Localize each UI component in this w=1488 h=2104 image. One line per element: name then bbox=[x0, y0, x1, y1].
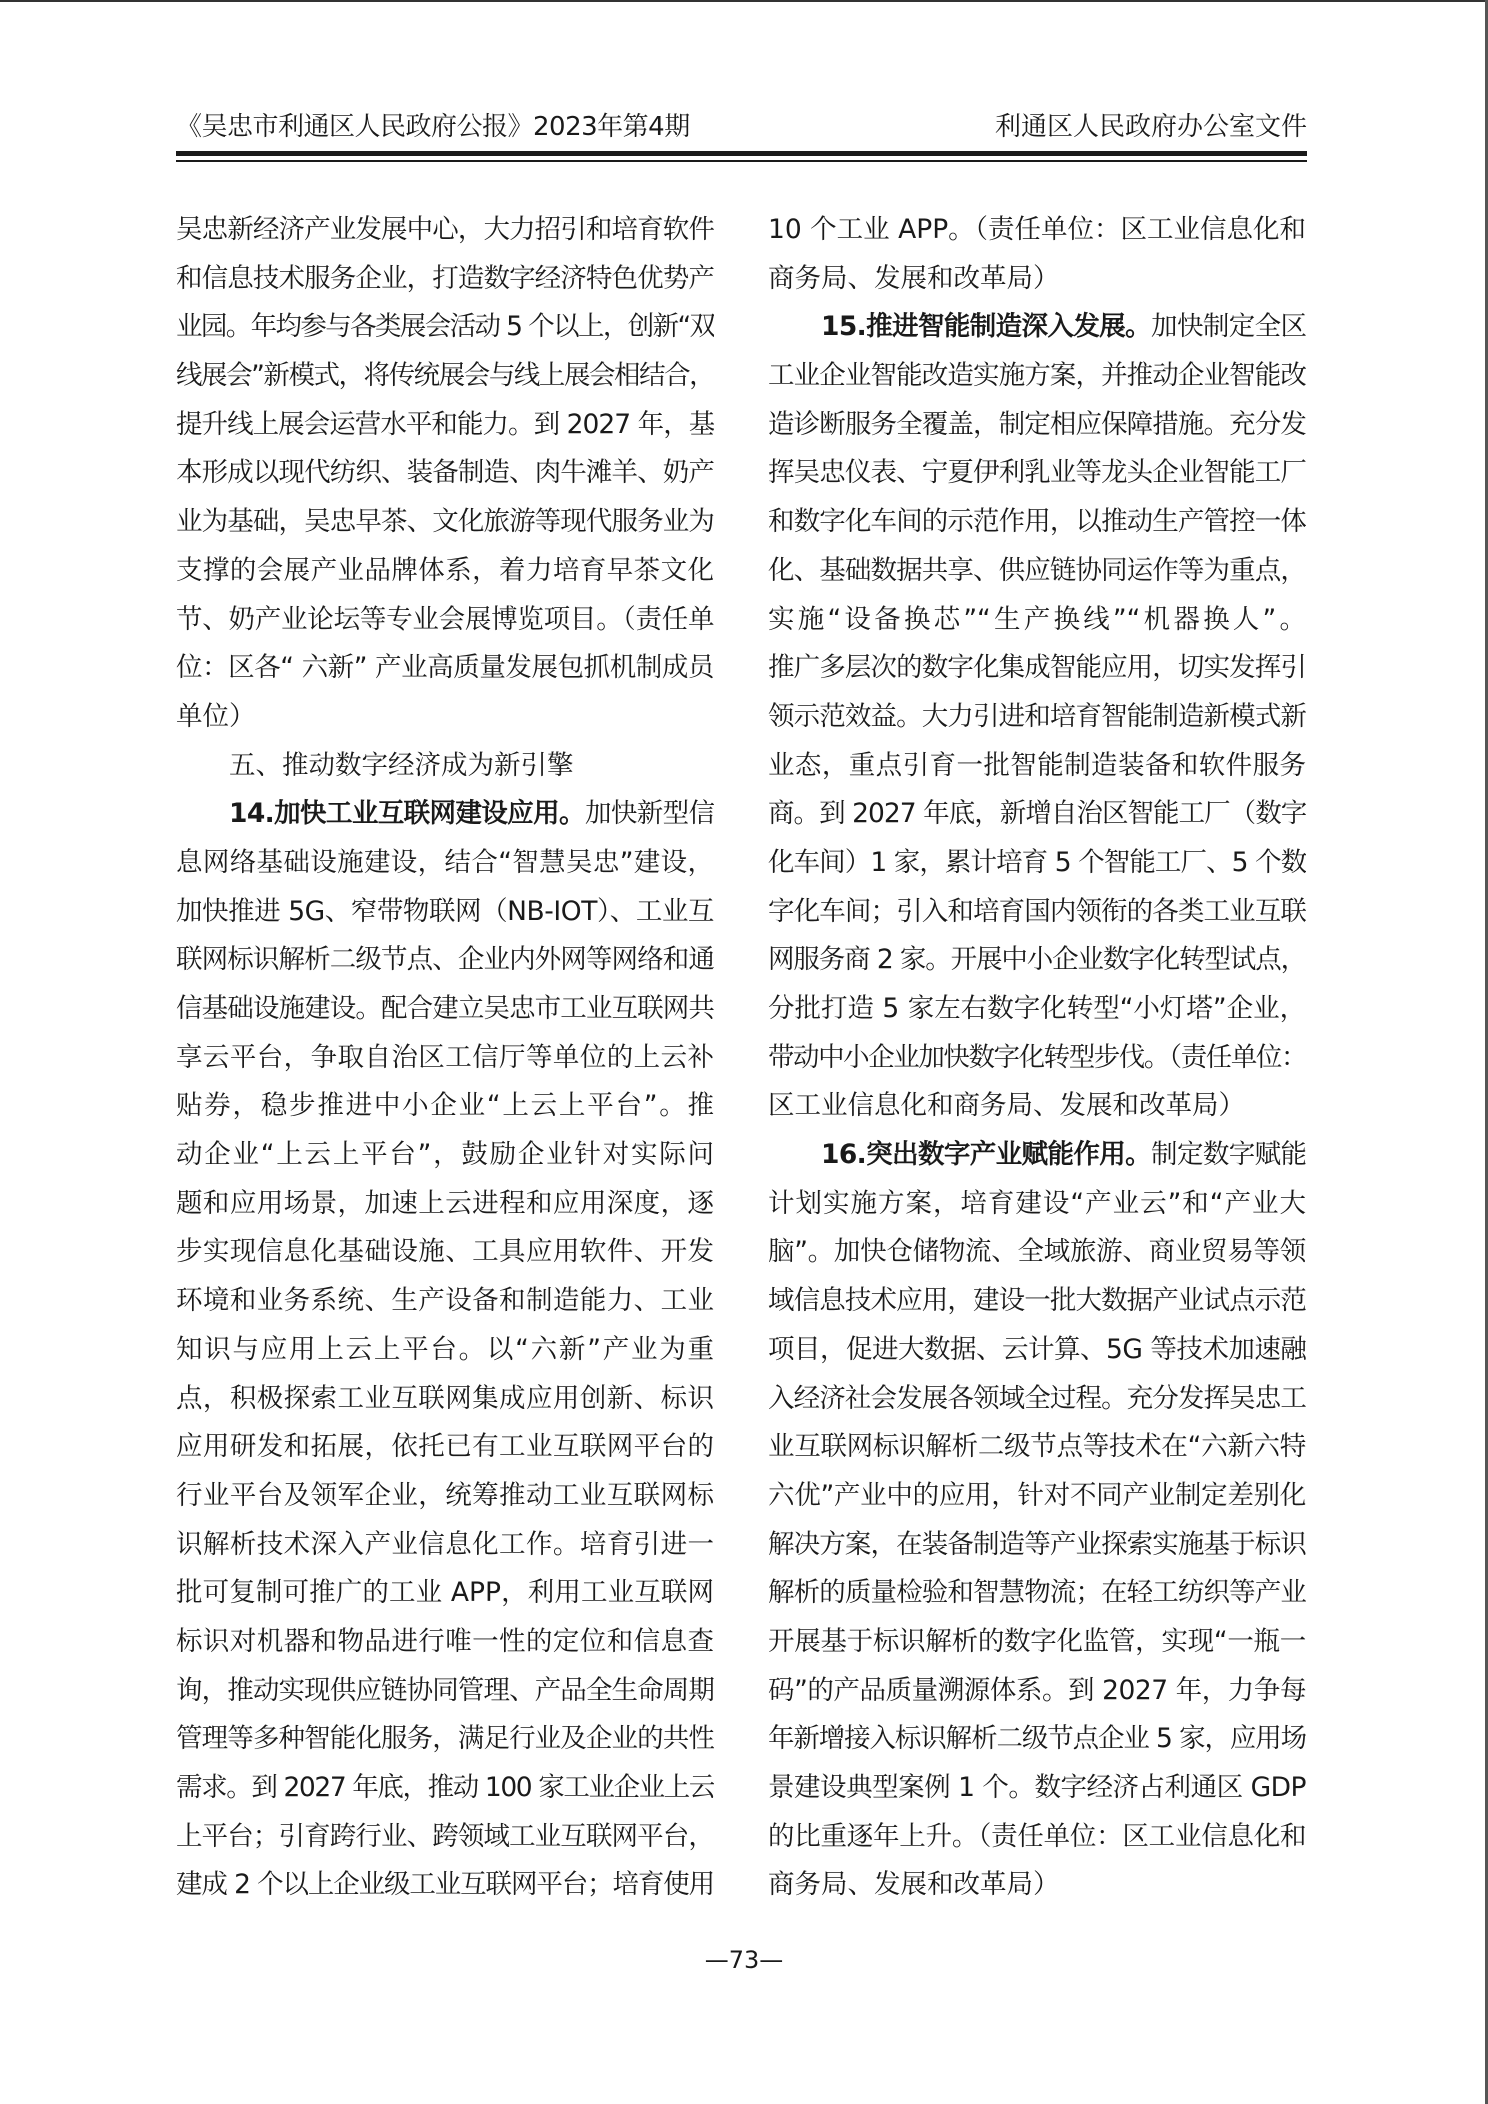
text-line: 网服务商 2 家。开展中小企业数字化转型试点， bbox=[768, 944, 1306, 976]
right-column bbox=[768, 206, 1306, 1910]
text-line: 支撑的会展产业品牌体系，着力培育早茶文化 bbox=[176, 554, 714, 586]
text-line: 码”的产品质量溯源体系。到 2027 年，力争每 bbox=[768, 1674, 1306, 1706]
text-line: 入经济社会发展各领域全过程。充分发挥吴忠工 bbox=[768, 1382, 1306, 1414]
text-line: 计划实施方案，培育建设“产业云”和“产业大 bbox=[768, 1187, 1306, 1219]
text-line: 息网络基础设施建设，结合“智慧吴忠”建设， bbox=[176, 846, 714, 878]
text-line: 节、奶产业论坛等专业会展博览项目。（责任单 bbox=[176, 603, 714, 635]
text-line: 和数字化车间的示范作用，以推动生产管控一体 bbox=[768, 506, 1306, 538]
publication-title: 《吴忠市利通区人民政府公报》2023年第4期 bbox=[176, 112, 690, 142]
text-line: 开展基于标识解析的数字化监管，实现“一瓶一 bbox=[768, 1625, 1306, 1657]
item-15 bbox=[768, 303, 1306, 1131]
text-line: 题和应用场景，加速上云进程和应用深度，逐 bbox=[176, 1187, 714, 1219]
text-line: 领示范效益。大力引进和培育智能制造新模式新 bbox=[768, 700, 1306, 732]
item-15-first-line-rest: 加快制定全区 bbox=[1151, 311, 1306, 343]
text-line: 域信息技术应用，建设一批大数据产业试点示范 bbox=[768, 1285, 1306, 1317]
text-line: 商。到 2027 年底，新增自治区智能工厂（数字 bbox=[768, 798, 1306, 830]
text-line: 和信息技术服务企业，打造数字经济特色优势产 bbox=[176, 262, 714, 294]
text-line: 脑”。加快仓储物流、全域旅游、商业贸易等领 bbox=[768, 1236, 1306, 1268]
text-line: 工业企业智能改造实施方案，并推动企业智能改 bbox=[768, 360, 1306, 392]
text-line: 知识与应用上云上平台。以“六新”产业为重 bbox=[176, 1333, 714, 1365]
section-label: 利通区人民政府办公室文件 bbox=[994, 112, 1307, 142]
text-line: 造诊断服务全覆盖，制定相应保障措施。充分发 bbox=[768, 408, 1306, 440]
text-line: 位：区各“ 六新” 产业高质量发展包抓机制成员 bbox=[176, 652, 714, 684]
item-15-body bbox=[768, 352, 1306, 1131]
text-line: 业态，重点引育一批智能制造装备和软件服务 bbox=[768, 749, 1306, 781]
text-line: 批可复制可推广的工业 APP，利用工业互联网 bbox=[176, 1577, 714, 1609]
item-14-body bbox=[176, 839, 714, 1910]
item-14 bbox=[176, 790, 714, 1910]
text-line: 询，推动实现供应链协同管理、产品全生命周期 bbox=[176, 1674, 714, 1706]
text-line: 10 个工业 APP。（责任单位：区工业信息化和 bbox=[768, 214, 1306, 245]
text-line: 分批打造 5 家左右数字化转型“小灯塔”企业， bbox=[768, 993, 1306, 1024]
text-line: 步实现信息化基础设施、工具应用软件、开发 bbox=[176, 1236, 714, 1268]
item-16 bbox=[768, 1131, 1306, 1910]
text-line: 上平台；引育跨行业、跨领域工业互联网平台， bbox=[176, 1820, 714, 1852]
text-line: 六优”产业中的应用，针对不同产业制定差别化 bbox=[768, 1479, 1306, 1511]
text-line: 业为基础，吴忠早茶、文化旅游等现代服务业为 bbox=[176, 506, 714, 538]
text-line: 享云平台，争取自治区工信厅等单位的上云补 bbox=[176, 1041, 714, 1073]
left-column bbox=[176, 206, 714, 1910]
item-16-body bbox=[768, 1180, 1306, 1910]
paragraph-exhibition bbox=[176, 206, 714, 742]
text-line: 提升线上展会运营水平和能力。到 2027 年，基 bbox=[176, 408, 714, 440]
text-line: 化、基础数据共享、供应链协同运作等为重点， bbox=[768, 554, 1306, 586]
text-line: 景建设典型案例 1 个。数字经济占利通区 GDP bbox=[768, 1772, 1306, 1803]
item-16-first-line bbox=[768, 1131, 1306, 1180]
section-heading bbox=[176, 742, 714, 791]
text-line: 项目，促进大数据、云计算、5G 等技术加速融 bbox=[768, 1333, 1306, 1365]
text-line: 业互联网标识解析二级节点等技术在“六新六特 bbox=[768, 1431, 1306, 1463]
text-line: 环境和业务系统、生产设备和制造能力、工业 bbox=[176, 1285, 714, 1317]
item-14-first-line bbox=[176, 790, 714, 839]
item-14-tail bbox=[768, 206, 1306, 303]
item-15-title: 15.推进智能制造深入发展。 bbox=[821, 311, 1152, 343]
header-rule-thick bbox=[176, 151, 1307, 156]
text-line: 动企业“上云上平台”，鼓励企业针对实际问 bbox=[176, 1139, 714, 1171]
text-line: 实施“设备换芯”“生产换线”“机器换人”。 bbox=[768, 603, 1306, 635]
text-line: 行业平台及领军企业，统筹推动工业互联网标 bbox=[176, 1479, 714, 1511]
text-line: 建成 2 个以上企业级工业互联网平台；培育使用 bbox=[176, 1869, 714, 1901]
page-border-top bbox=[0, 0, 1488, 2]
text-line: 管理等多种智能化服务，满足行业及企业的共性 bbox=[176, 1723, 714, 1755]
text-line: 信基础设施建设。配合建立吴忠市工业互联网共 bbox=[176, 993, 714, 1024]
page-number: —73— bbox=[704, 1946, 784, 1974]
text-line: 挥吴忠仪表、宁夏伊利乳业等龙头企业智能工厂 bbox=[768, 457, 1306, 489]
text-line: 业园。年均参与各类展会活动 5 个以上，创新“双 bbox=[176, 311, 714, 343]
text-line: 解决方案，在装备制造等产业探索实施基于标识 bbox=[768, 1528, 1306, 1560]
text-line: 的比重逐年上升。（责任单位：区工业信息化和 bbox=[768, 1820, 1306, 1852]
text-line: 线展会”新模式，将传统展会与线上展会相结合， bbox=[176, 360, 714, 392]
item-15-first-line bbox=[768, 303, 1306, 352]
header-rule-thin bbox=[176, 160, 1307, 162]
text-line: 区工业信息化和商务局、发展和改革局） bbox=[768, 1090, 1245, 1122]
text-line: 识解析技术深入产业信息化工作。培育引进一 bbox=[176, 1528, 714, 1560]
text-line: 推广多层次的数字化集成智能应用，切实发挥引 bbox=[768, 652, 1306, 684]
text-line: 标识对机器和物品进行唯一性的定位和信息查 bbox=[176, 1625, 714, 1657]
text-line: 解析的质量检验和智慧物流；在轻工纺织等产业 bbox=[768, 1577, 1306, 1609]
text-line: 需求。到 2027 年底，推动 100 家工业企业上云 bbox=[176, 1772, 714, 1803]
text-line: 年新增接入标识解析二级节点企业 5 家，应用场 bbox=[768, 1723, 1306, 1755]
text-line: 单位） bbox=[176, 700, 256, 732]
text-line: 商务局、发展和改革局） bbox=[768, 262, 1060, 294]
text-line: 化车间）1 家，累计培育 5 个智能工厂、5 个数 bbox=[768, 846, 1306, 878]
item-16-title: 16.突出数字产业赋能作用。 bbox=[821, 1139, 1152, 1171]
text-line: 联网标识解析二级节点、企业内外网等网络和通 bbox=[176, 944, 714, 976]
item-14-title: 14.加快工业互联网建设应用。 bbox=[229, 798, 585, 830]
text-line: 带动中小企业加快数字化转型步伐。（责任单位： bbox=[768, 1041, 1306, 1073]
text-line: 点，积极探索工业互联网集成应用创新、标识 bbox=[176, 1382, 714, 1414]
text-line: 加快推进 5G、窄带物联网（NB-IOT）、工业互 bbox=[176, 895, 714, 927]
section-heading-text: 五、推动数字经济成为新引擎 bbox=[229, 749, 574, 781]
text-line: 应用研发和拓展，依托已有工业互联网平台的 bbox=[176, 1431, 714, 1463]
text-line: 贴券，稳步推进中小企业“上云上平台”。推 bbox=[176, 1090, 714, 1122]
text-line: 字化车间；引入和培育国内领衔的各类工业互联 bbox=[768, 895, 1306, 927]
text-line: 吴忠新经济产业发展中心，大力招引和培育软件 bbox=[176, 214, 714, 245]
item-14-first-line-rest: 加快新型信 bbox=[584, 798, 714, 830]
item-16-first-line-rest: 制定数字赋能 bbox=[1151, 1139, 1306, 1171]
text-line: 本形成以现代纺织、装备制造、肉牛滩羊、奶产 bbox=[176, 457, 714, 489]
running-header bbox=[176, 106, 1307, 146]
text-line: 商务局、发展和改革局） bbox=[768, 1869, 1060, 1901]
